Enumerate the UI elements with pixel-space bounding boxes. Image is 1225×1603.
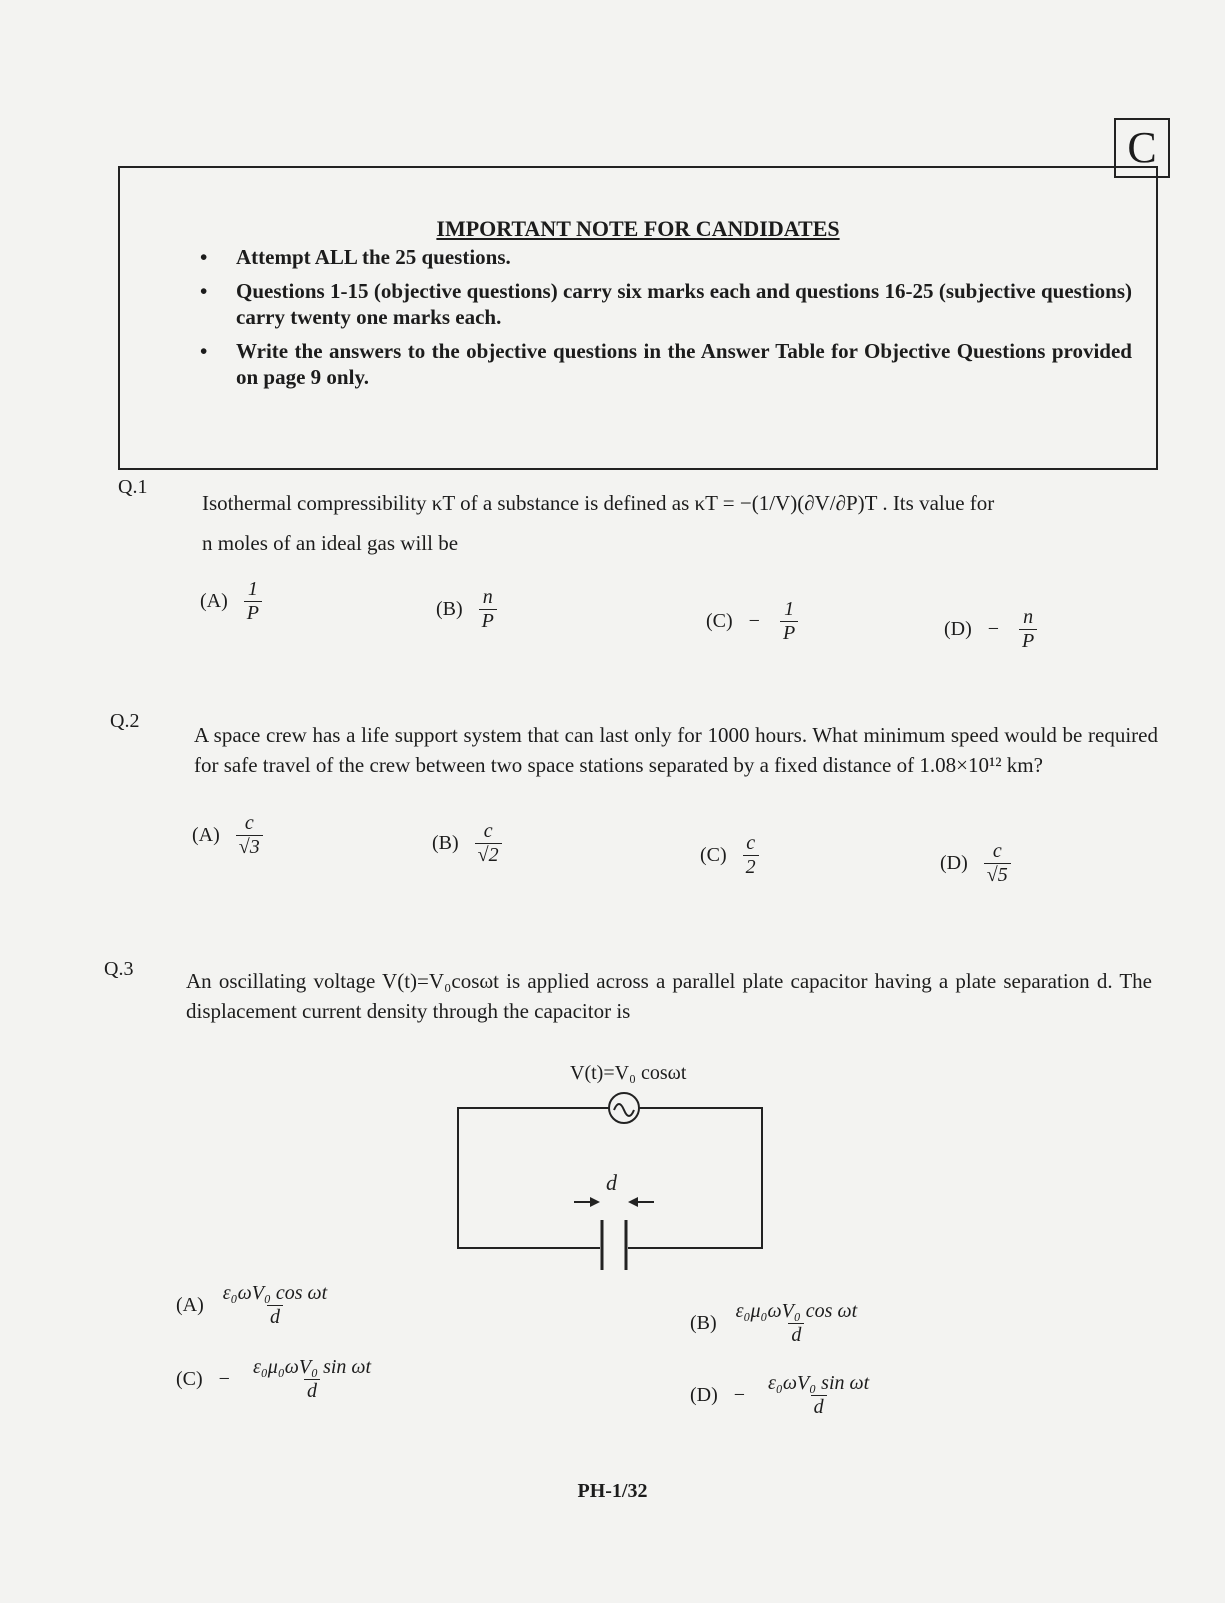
denominator: √5: [984, 863, 1011, 887]
option-fraction: [984, 840, 1011, 887]
set-code-badge: C: [1114, 118, 1170, 178]
note-bullets: [200, 244, 1132, 398]
option-fraction: [780, 598, 798, 645]
minus-sign: −: [733, 1384, 746, 1406]
question-text: Isothermal compressibility κT of a substance is defined as κT = −(1/V)(∂V/∂P)T . Its value for: [202, 491, 995, 515]
denominator: P: [244, 601, 262, 625]
numerator: c: [244, 812, 254, 834]
option-fraction: [236, 812, 263, 859]
note-bullet: • Questions 1-15 (objective questions) carry six marks each and questions 16-25 (subjective questions) carry twenty one marks each.: [200, 278, 1132, 330]
option-fraction: [743, 832, 759, 879]
capacitor-circuit-diagram: [450, 1090, 770, 1280]
denominator: √2: [475, 843, 502, 867]
option-fraction: [475, 820, 502, 867]
minus-sign: −: [987, 618, 1000, 640]
option-label: (B): [690, 1312, 717, 1334]
denominator: P: [1019, 629, 1037, 653]
option-label: (A): [192, 824, 220, 846]
option-label: (C): [700, 844, 727, 866]
option-label: (C): [176, 1368, 203, 1390]
numerator: ε₀ωV₀ cos ωt: [222, 1282, 328, 1304]
minus-sign: −: [748, 610, 760, 632]
option-label: (D): [940, 852, 968, 874]
note-bullet: • Attempt ALL the 25 questions.: [200, 244, 1132, 270]
option-fraction: [244, 578, 262, 625]
option-c[interactable]: [706, 598, 798, 645]
option-d[interactable]: [690, 1372, 872, 1419]
circuit-voltage-label: V(t)=V₀ cosωt: [570, 1062, 687, 1084]
question-text: An oscillating voltage V(t)=V₀cosωt is applied across a parallel plate capacitor having a plate separation d. The displacement current density through the capacitor is: [186, 969, 1152, 1023]
denominator: √3: [236, 835, 263, 859]
question-text: A space crew has a life support system that can last only for 1000 hours. What minimum speed would be required for safe travel of the crew between two space stations separated by a fixed distance of 1.08×10¹² km?: [194, 723, 1158, 777]
denominator: d: [788, 1323, 804, 1347]
numerator: ε₀μ₀ωV₀ sin ωt: [252, 1356, 372, 1378]
option-d[interactable]: [944, 606, 1037, 653]
option-fraction: [765, 1372, 872, 1419]
denominator: P: [479, 609, 497, 633]
numerator: c: [992, 840, 1002, 862]
option-a[interactable]: [176, 1282, 330, 1329]
option-fraction: [1019, 606, 1037, 653]
option-label: (A): [200, 590, 228, 612]
option-label: (A): [176, 1294, 204, 1316]
numerator: c: [746, 832, 756, 854]
option-label: (C): [706, 610, 733, 632]
option-a[interactable]: [200, 578, 262, 625]
numerator: 1: [784, 598, 795, 620]
question-number: Q.1: [118, 476, 148, 498]
option-d[interactable]: [940, 840, 1011, 887]
option-fraction: [733, 1300, 860, 1347]
option-label: (B): [432, 832, 459, 854]
option-fraction: [479, 586, 497, 633]
denominator: d: [304, 1379, 320, 1403]
option-label: (B): [436, 598, 463, 620]
minus-sign: −: [218, 1368, 230, 1390]
denominator: d: [811, 1395, 827, 1419]
option-fraction: [250, 1356, 374, 1403]
option-a[interactable]: [192, 812, 263, 859]
option-b[interactable]: [432, 820, 502, 867]
numerator: c: [483, 820, 493, 842]
option-fraction: [220, 1282, 330, 1329]
question-number: Q.2: [110, 710, 140, 732]
numerator: ε₀ωV₀ sin ωt: [768, 1372, 870, 1394]
numerator: 1: [247, 578, 258, 600]
option-label: (D): [690, 1384, 718, 1406]
option-b[interactable]: [436, 586, 497, 633]
option-label: (D): [944, 618, 972, 640]
note-bullet: • Write the answers to the objective questions in the Answer Table for Objective Questions provided on page 9 only.: [200, 338, 1132, 390]
question-number: Q.3: [104, 958, 134, 980]
arrow-head-left-icon: [590, 1197, 600, 1207]
arrow-head-right-icon: [628, 1197, 638, 1207]
option-b[interactable]: [690, 1300, 860, 1347]
option-c[interactable]: [176, 1356, 374, 1403]
option-c[interactable]: [700, 832, 759, 879]
numerator: ε₀μ₀ωV₀ cos ωt: [735, 1300, 858, 1322]
denominator: d: [267, 1305, 283, 1329]
page-footer: PH-1/32: [577, 1480, 648, 1502]
numerator: n: [1023, 606, 1034, 628]
question-text: n moles of an ideal gas will be: [202, 531, 459, 555]
denominator: P: [780, 621, 798, 645]
numerator: n: [482, 586, 493, 608]
important-note-box: [118, 166, 1158, 470]
gap-label: d: [606, 1170, 617, 1195]
denominator: 2: [743, 855, 759, 879]
note-title: IMPORTANT NOTE FOR CANDIDATES: [436, 216, 840, 241]
